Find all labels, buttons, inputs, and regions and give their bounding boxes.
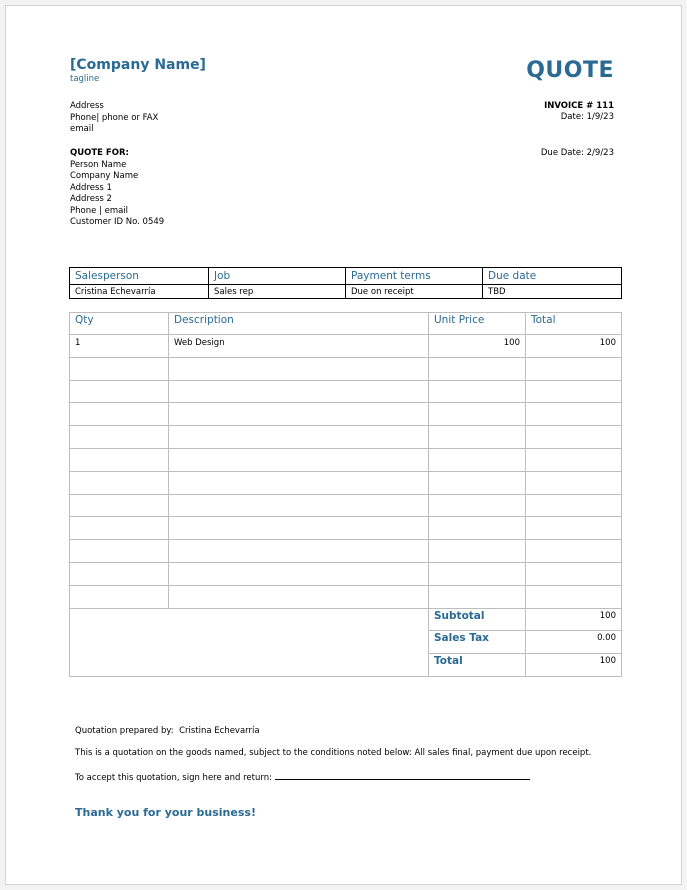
address-line: Address xyxy=(70,101,104,111)
quote-for-block xyxy=(70,148,164,229)
table-row xyxy=(70,517,622,540)
table-row xyxy=(70,562,622,585)
item-unit-price: 100 xyxy=(429,335,526,358)
document-title: QUOTE xyxy=(526,58,614,83)
sender-address xyxy=(70,101,158,136)
header-payment-terms: Payment terms xyxy=(346,268,483,285)
prepared-by-label: Quotation prepared by: xyxy=(75,726,174,736)
table-row xyxy=(70,357,622,380)
table-row xyxy=(70,403,622,426)
thank-you-message: Thank you for your business! xyxy=(75,806,256,819)
quote-for-contact: Phone | email xyxy=(70,205,129,216)
quote-for-customer-id: Customer ID No. 0549 xyxy=(70,217,165,227)
sales-tax-label: Sales Tax xyxy=(429,631,526,654)
phone-line: Phone| phone or FAX xyxy=(70,112,159,123)
table-row xyxy=(70,540,622,563)
sales-tax-value: 0.00 xyxy=(526,631,622,654)
acceptance-text: To accept this quotation, sign here and return: xyxy=(75,773,272,783)
acceptance-line xyxy=(75,771,530,783)
signature-line xyxy=(275,771,530,780)
quote-for-heading: QUOTE FOR: xyxy=(70,148,129,158)
value-payment-terms: Due on receipt xyxy=(346,285,483,299)
header-total: Total xyxy=(526,313,622,335)
header-due-date: Due date xyxy=(483,268,622,285)
table-row xyxy=(70,494,622,517)
value-salesperson: Cristina Echevarría xyxy=(70,285,209,299)
item-description: Web Design xyxy=(169,335,429,358)
header-unit-price: Unit Price xyxy=(429,313,526,335)
grand-total-label: Total xyxy=(429,654,526,677)
subtotal-label: Subtotal xyxy=(429,608,526,631)
subtotal-value: 100 xyxy=(526,608,622,631)
summary-blank-area xyxy=(70,608,429,676)
sales-info-table xyxy=(69,267,622,299)
table-row xyxy=(70,471,622,494)
header-qty: Qty xyxy=(70,313,169,335)
quote-for-address1: Address 1 xyxy=(70,182,112,193)
table-row xyxy=(70,335,622,358)
header-job: Job xyxy=(209,268,346,285)
table-row xyxy=(70,380,622,403)
invoice-due-date: Due Date: 2/9/23 xyxy=(540,148,614,158)
tagline: tagline xyxy=(70,74,100,84)
table-row xyxy=(70,426,622,449)
grand-total-value: 100 xyxy=(526,654,622,677)
header-salesperson: Salesperson xyxy=(70,268,209,285)
quote-for-person: Person Name xyxy=(70,159,127,170)
table-row xyxy=(70,585,622,608)
company-name: [Company Name] xyxy=(70,57,206,73)
invoice-date: Date: 1/9/23 xyxy=(560,112,614,122)
item-qty: 1 xyxy=(70,335,169,358)
document-page xyxy=(5,5,682,885)
value-due-date: TBD xyxy=(483,285,622,299)
table-row xyxy=(70,448,622,471)
quote-for-company: Company Name xyxy=(70,171,139,181)
email-line: email xyxy=(70,124,94,134)
quote-for-address2: Address 2 xyxy=(70,194,112,204)
item-total: 100 xyxy=(526,335,622,358)
summary-row-subtotal xyxy=(70,608,622,631)
value-job: Sales rep xyxy=(209,285,346,299)
invoice-number: INVOICE # 111 xyxy=(544,101,614,111)
line-items-table xyxy=(69,312,622,677)
header-description: Description xyxy=(169,313,429,335)
prepared-by-name: Cristina Echevarría xyxy=(179,726,260,736)
prepared-by xyxy=(75,726,260,736)
quote-conditions: This is a quotation on the goods named, subject to the conditions noted below: All sales final, payment due upon receipt. xyxy=(75,748,592,758)
